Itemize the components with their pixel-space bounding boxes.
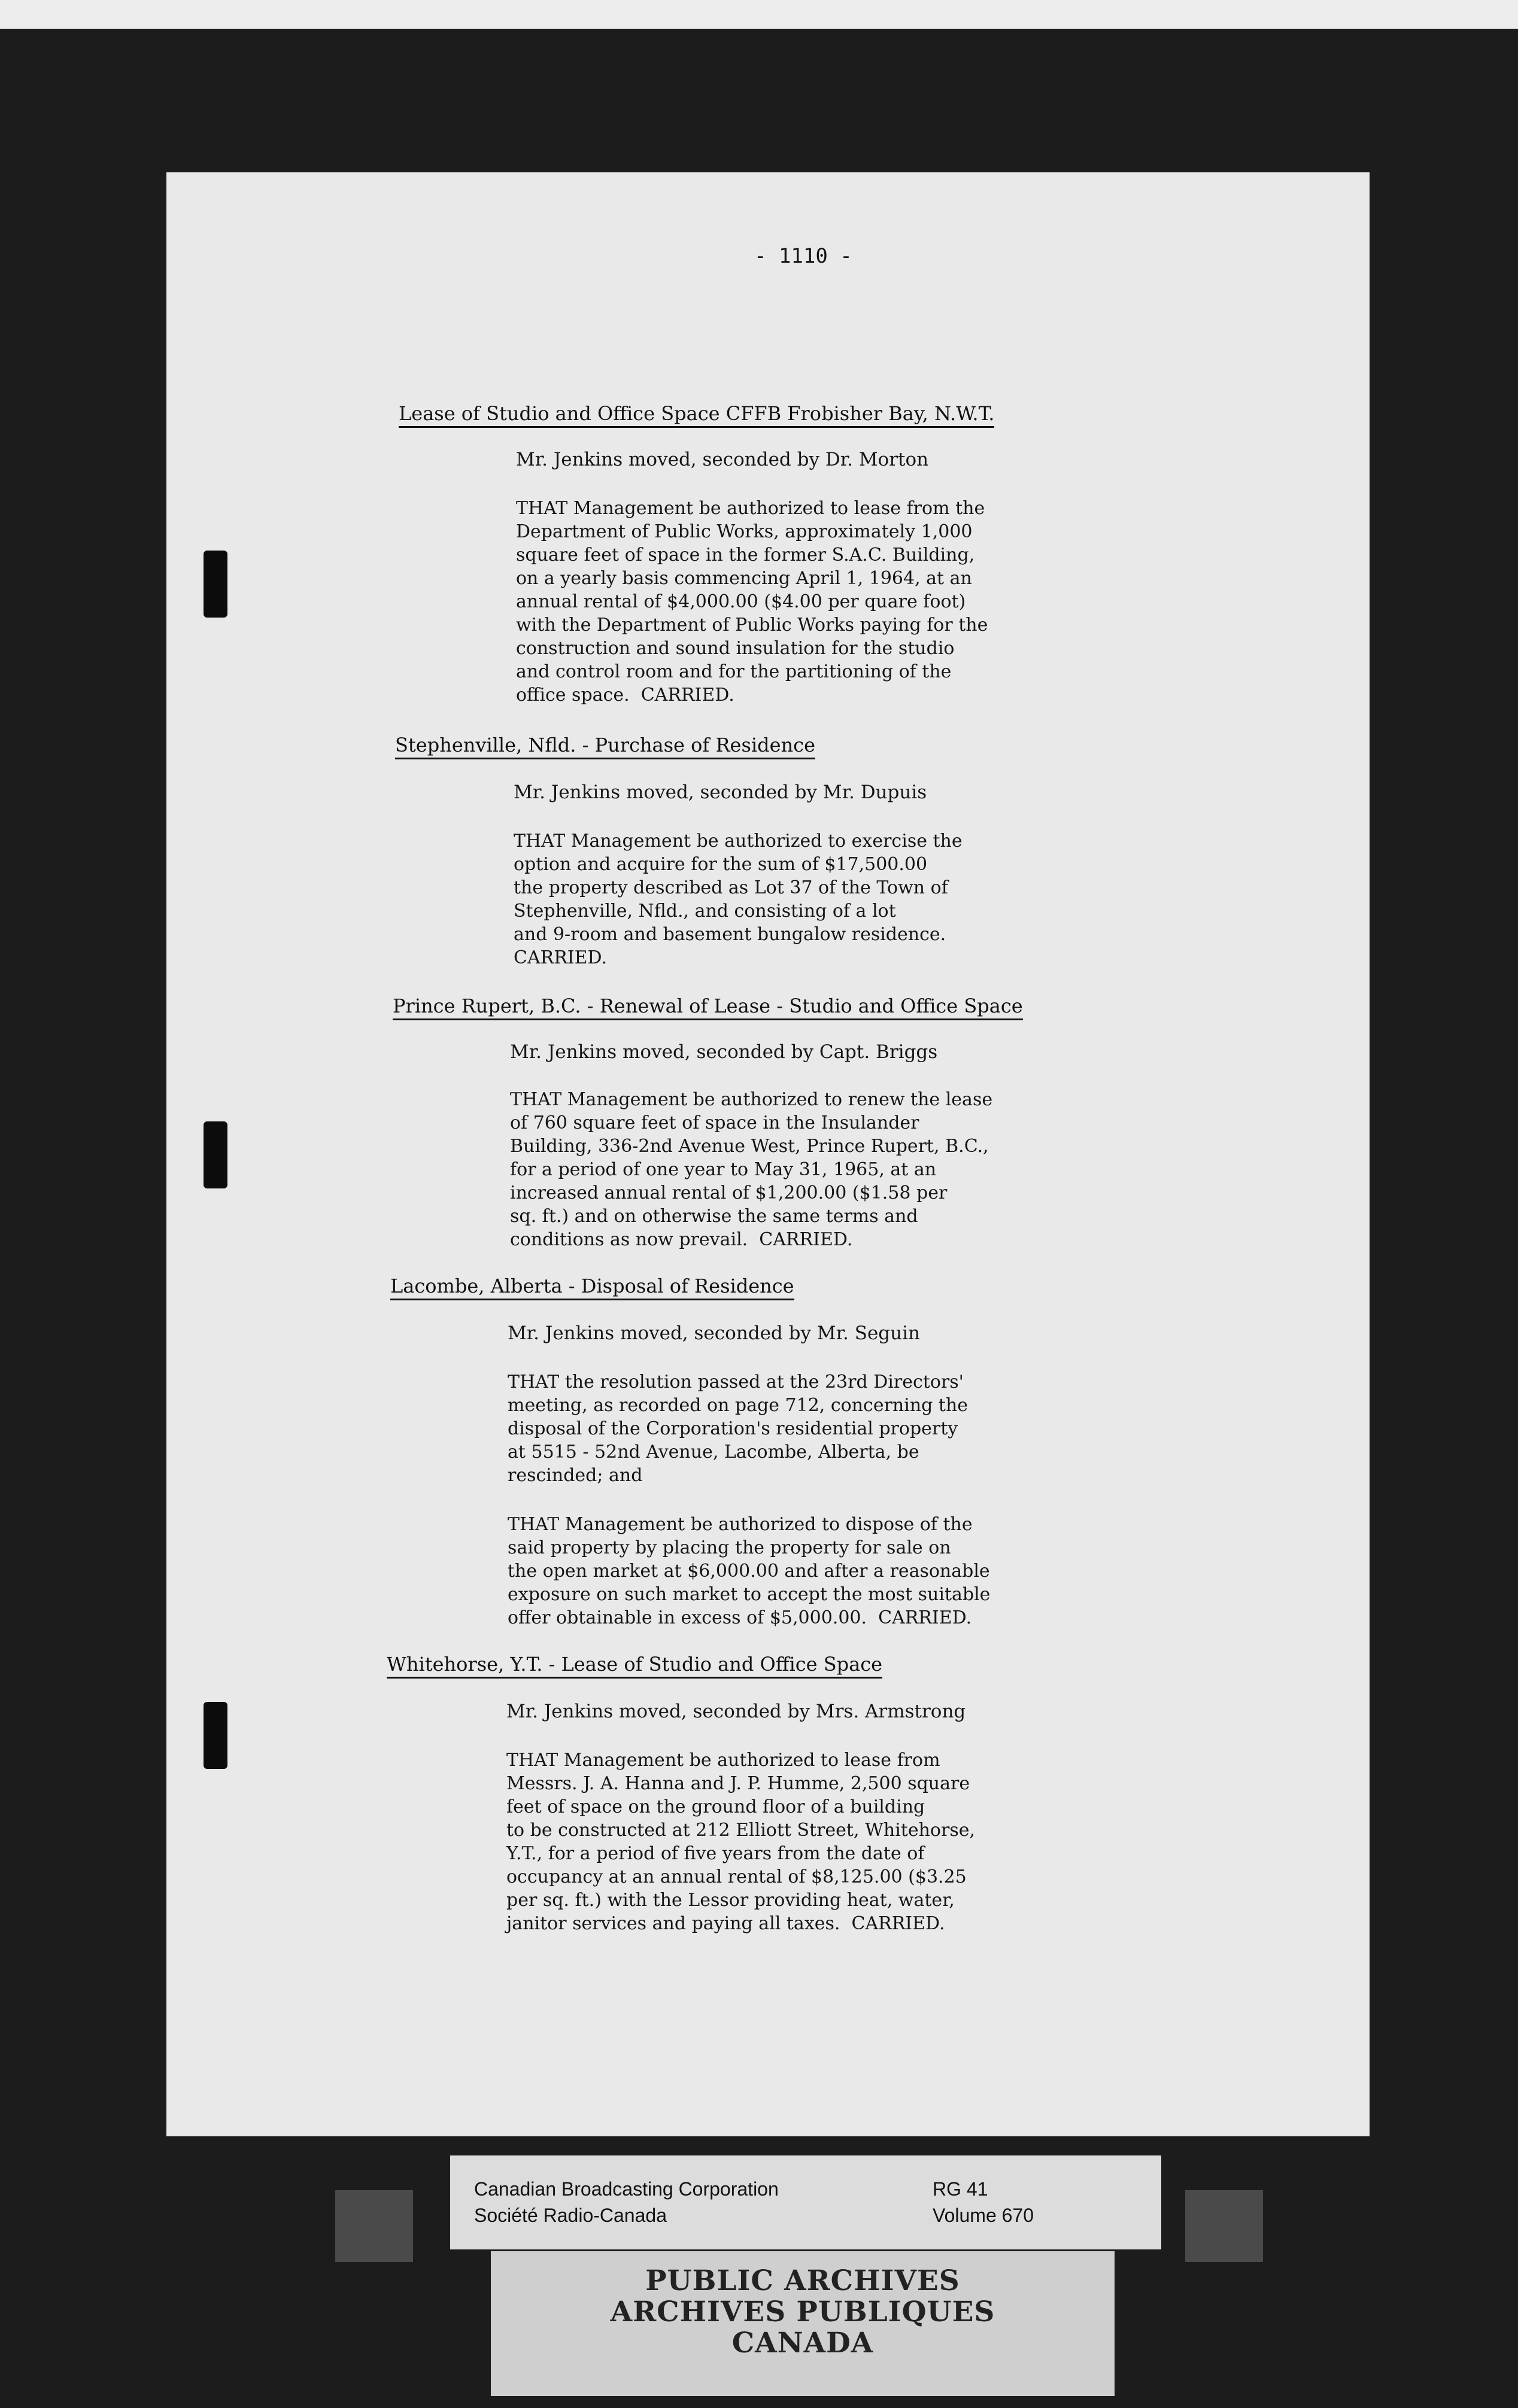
section-heading: Lease of Studio and Office Space CFFB Frobisher Bay, N.W.T.: [399, 402, 994, 428]
section-heading: Prince Rupert, B.C. - Renewal of Lease - Studio and Office Space: [393, 995, 1023, 1020]
stamp-line-2: ARCHIVES PUBLIQUES: [610, 2295, 995, 2328]
scan-top-edge: [0, 0, 1518, 29]
resolution-paragraph: THAT Management be authorized to dispose of the said property by placing the property for sale on the open market at $6,000.00 and after a reasonable exposure on such market to accept the most suitable offer obtainable in excess of $5,000.00. CARRIED.: [508, 1514, 991, 1628]
motion-line: Mr. Jenkins moved, seconded by Capt. Briggs: [510, 1041, 938, 1063]
archive-label: [450, 2155, 1161, 2249]
archive-volume: Volume 670: [933, 2205, 1034, 2226]
section-heading: Stephenville, Nfld. - Purchase of Residence: [395, 734, 815, 759]
stamp-line-3: CANADA: [731, 2327, 874, 2360]
punch-hole: [204, 1702, 227, 1769]
motion-line: Mr. Jenkins moved, seconded by Dr. Morton: [516, 449, 929, 470]
resolution-paragraph: THAT Management be authorized to lease from the Department of Public Works, approximately 1,000 square feet of space in the former S.A.C. Building, on a yearly basis commencing April 1, 1964, at an annual rental of $4,000.00 ($4.00 per quare foot) with the Department of Public Works paying for the construction and sound insulation for the studio and control room and for the partitioning of the office space. CARRIED.: [516, 498, 988, 706]
page-number: - 1110 -: [754, 244, 852, 268]
motion-line: Mr. Jenkins moved, seconded by Mr. Dupuis: [514, 782, 927, 803]
film-shadow: [1185, 2190, 1263, 2262]
archive-org-fr: Société Radio-Canada: [474, 2205, 667, 2226]
punch-hole: [204, 1121, 227, 1188]
motion-line: Mr. Jenkins moved, seconded by Mr. Seguin: [508, 1322, 920, 1344]
resolution-paragraph: THAT the resolution passed at the 23rd Directors' meeting, as recorded on page 712, concerning the disposal of the Corporation's residential property at 5515 - 52nd Avenue, Lacombe, Alberta, be rescinded; and: [508, 1372, 969, 1486]
section-heading: Lacombe, Alberta - Disposal of Residence: [390, 1275, 794, 1300]
resolution-paragraph: THAT Management be authorized to exercise the option and acquire for the sum of $17,500.00 the property described as Lot 37 of the Town of Stephenville, Nfld., and consisting of a lot and 9-room and basement bungalow residence. CARRIED.: [514, 831, 963, 968]
resolution-paragraph: THAT Management be authorized to lease from Messrs. J. A. Hanna and J. P. Humme, 2,500 square feet of space on the ground floor of a building to be constructed at 212 Elliott Street, Whitehorse, Y.T., for a period of five years from the date of occupancy at an annual rental of $8,125.00 ($3.25 per sq. ft.) with the Lessor providing heat, water, janitor services and paying all taxes. CARRIED.: [506, 1750, 976, 1934]
archive-record-group: RG 41: [933, 2178, 988, 2200]
film-shadow: [335, 2190, 413, 2262]
stamp-line-1: PUBLIC ARCHIVES: [645, 2264, 960, 2297]
punch-hole: [204, 551, 227, 618]
resolution-paragraph: THAT Management be authorized to renew the lease of 760 square feet of space in the Insulander Building, 336-2nd Avenue West, Prince Rupert, B.C., for a period of one year to May 31, 1965, at an increased annual rental of $1,200.00 ($1.58 per sq. ft.) and on otherwise the same terms and conditions as now prevail. CARRIED.: [510, 1089, 993, 1250]
motion-line: Mr. Jenkins moved, seconded by Mrs. Armstrong: [506, 1701, 966, 1722]
section-heading: Whitehorse, Y.T. - Lease of Studio and Office Space: [387, 1653, 882, 1679]
archive-org-en: Canadian Broadcasting Corporation: [474, 2178, 779, 2200]
archives-stamp: [491, 2251, 1115, 2396]
